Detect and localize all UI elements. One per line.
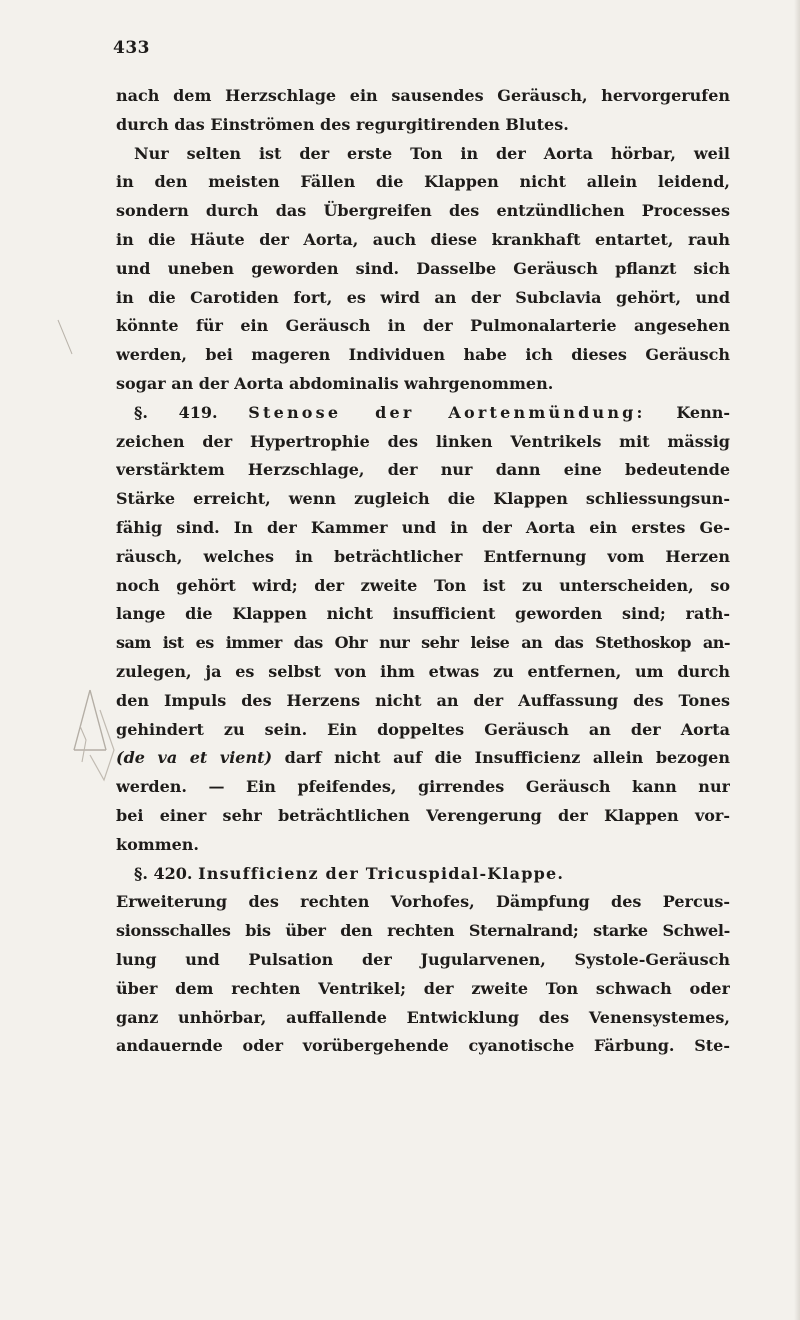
section-number: §. 420. [134, 863, 193, 883]
italic-phrase-open: (de [116, 748, 145, 768]
text-line: fähig sind. In der Kammer und in der Aorta ein erstes Ge- [116, 517, 730, 537]
text-line: werden, bei mageren Individuen habe ich dieses Geräusch [116, 345, 730, 365]
text-line: andauernde oder vorübergehende cyanotische Färbung. Ste- [116, 1036, 730, 1056]
section-title: Insufficienz der Tricuspidal-Klappe. [198, 863, 565, 883]
text-line: durch das Einströmen des regurgitirenden Blutes. [116, 114, 569, 134]
page-edge-shadow [794, 0, 800, 1320]
text-line: sam ist es immer das Ohr nur sehr leise an das Stethoskop an- [116, 633, 730, 653]
text-line: zulegen, ja es selbst von ihm etwas zu entfernen, um durch [116, 661, 730, 681]
text-line: verstärktem Herzschlage, der nur dann eine bedeutende [116, 460, 730, 480]
text-line: sondern durch das Übergreifen des entzündlichen Processes [116, 201, 730, 221]
text-line: Nur selten ist der erste Ton in der Aorta hörbar, weil [134, 143, 730, 163]
text-line: könnte für ein Geräusch in der Pulmonalarterie angesehen [116, 316, 730, 336]
text-line: über dem rechten Ventrikel; der zweite Ton schwach oder [116, 978, 730, 998]
section-title: Stenose der Aortenmündung: [248, 402, 646, 422]
margin-stroke-icon [56, 318, 76, 358]
text-line: noch gehört wird; der zweite Ton ist zu unterscheiden, so [116, 575, 730, 595]
body-text [116, 82, 730, 1061]
text-line: ganz unhörbar, auffallende Entwicklung des Venensystemes, [116, 1007, 730, 1027]
text-line: sogar an der Aorta abdominalis wahrgenommen. [116, 373, 554, 393]
section-text: Kenn- [676, 402, 730, 422]
section-heading-419 [116, 399, 730, 428]
text-line: in die Carotiden fort, es wird an der Subclavia gehört, und [116, 287, 730, 307]
section-number: §. 419. [134, 402, 218, 422]
text-line: bei einer sehr beträchtlichen Verengerung der Klappen vor- [116, 805, 730, 825]
text-line: werden. — Ein pfeifendes, girrendes Geräusch kann nur [116, 777, 730, 797]
text-line: zeichen der Hypertrophie des linken Ventrikels mit mässig [116, 431, 730, 451]
text-line: sionsschalles bis über den rechten Sternalrand; starke Schwel- [116, 921, 730, 941]
text-line: in den meisten Fällen die Klappen nicht allein leidend, [116, 172, 730, 192]
page-number: 433 [113, 38, 150, 58]
text-line: kommen. [116, 834, 199, 854]
text-line: in die Häute der Aorta, auch diese krankhaft entartet, rauh [116, 229, 730, 249]
text-line: gehindert zu sein. Ein doppeltes Geräusch an der Aorta [116, 719, 730, 739]
text-line-italic [116, 744, 730, 773]
text-line: lung und Pulsation der Jugularvenen, Systole-Geräusch [116, 949, 730, 969]
text-line: und uneben geworden sind. Dasselbe Geräusch pflanzt sich [116, 258, 730, 278]
text-line: den Impuls des Herzens nicht an der Auffassung des Tones [116, 690, 730, 710]
section-heading-420 [116, 860, 730, 889]
margin-pencil-mark-icon [60, 680, 120, 800]
text-line: Erweiterung des rechten Vorhofes, Dämpfung des Percus- [116, 892, 730, 912]
text-line: räusch, welches in beträchtlicher Entfernung vom Herzen [116, 546, 730, 566]
text-segment: darf nicht auf die Insufficienz allein bezogen [284, 748, 730, 768]
text-line: nach dem Herzschlage ein sausendes Geräusch, hervorgerufen [116, 86, 730, 105]
italic-phrase: va et vient) [157, 748, 273, 768]
text-line: lange die Klappen nicht insufficient geworden sind; rath- [116, 604, 730, 624]
text-line: Stärke erreicht, wenn zugleich die Klappen schliessungsun- [116, 489, 730, 509]
